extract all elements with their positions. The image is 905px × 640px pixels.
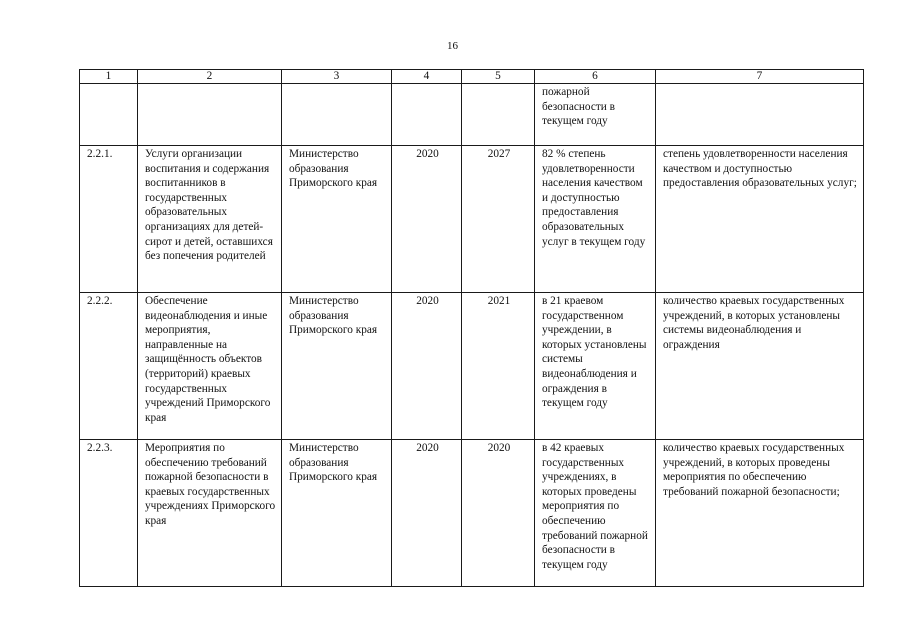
table-cell — [656, 84, 864, 146]
measure-start-year: 2020 — [392, 146, 462, 293]
measure-indicator: количество краевых государственных учреждений, в которых проведены мероприятия по обеспечению требований пожарной безопасности; — [656, 440, 864, 587]
measure-name: Мероприятия по обеспечению требований пожарной безопасности в краевых государственных учреждениях Приморского края — [138, 440, 282, 587]
table-row — [80, 146, 864, 293]
table-cell — [80, 84, 138, 146]
measure-start-year: 2020 — [392, 440, 462, 587]
column-header-4: 4 — [392, 70, 462, 84]
measure-result: 82 % степень удовлетворенности населения качеством и доступностью предоставления образовательных услуг в текущем году — [535, 146, 656, 293]
measure-result: в 21 краевом государственном учреждении, в которых установлены системы видеонаблюдения и ограждения в текущем году — [535, 293, 656, 440]
measure-executor: Министерство образования Приморского края — [282, 293, 392, 440]
measure-name: Услуги организации воспитания и содержания воспитанников в государственных образовательных организациях для детей-сирот и детей, оставшихся без попечения родителей — [138, 146, 282, 293]
column-header-1: 1 — [80, 70, 138, 84]
measure-result: в 42 краевых государственных учреждениях, в которых проведены мероприятия по обеспечению требований пожарной безопасности в текущем году — [535, 440, 656, 587]
measure-number: 2.2.3. — [80, 440, 138, 587]
page-number: 16 — [447, 40, 458, 52]
column-header-7: 7 — [656, 70, 864, 84]
column-header-5: 5 — [462, 70, 535, 84]
result-cell: пожарной безопасности в текущем году — [535, 84, 656, 146]
measure-name: Обеспечение видеонаблюдения и иные мероприятия, направленные на защищённость объектов (территорий) краевых государственных учреждений Приморского края — [138, 293, 282, 440]
table-row-continuation — [80, 84, 864, 146]
measure-start-year: 2020 — [392, 293, 462, 440]
measure-number: 2.2.2. — [80, 293, 138, 440]
table-cell — [138, 84, 282, 146]
measure-end-year: 2027 — [462, 146, 535, 293]
column-header-6: 6 — [535, 70, 656, 84]
measure-executor: Министерство образования Приморского края — [282, 440, 392, 587]
measure-number: 2.2.1. — [80, 146, 138, 293]
measure-end-year: 2021 — [462, 293, 535, 440]
table-row — [80, 440, 864, 587]
table-cell — [392, 84, 462, 146]
table-cell — [462, 84, 535, 146]
measure-indicator: количество краевых государственных учреждений, в которых установлены системы видеонаблюдения и ограждения — [656, 293, 864, 440]
measures-table — [79, 69, 864, 587]
measure-end-year: 2020 — [462, 440, 535, 587]
table-row — [80, 293, 864, 440]
column-header-2: 2 — [138, 70, 282, 84]
column-number-row — [80, 70, 864, 84]
table-cell — [282, 84, 392, 146]
column-header-3: 3 — [282, 70, 392, 84]
measure-indicator: степень удовлетворенности населения качеством и доступностью предоставления образовательных услуг; — [656, 146, 864, 293]
measure-executor: Министерство образования Приморского края — [282, 146, 392, 293]
